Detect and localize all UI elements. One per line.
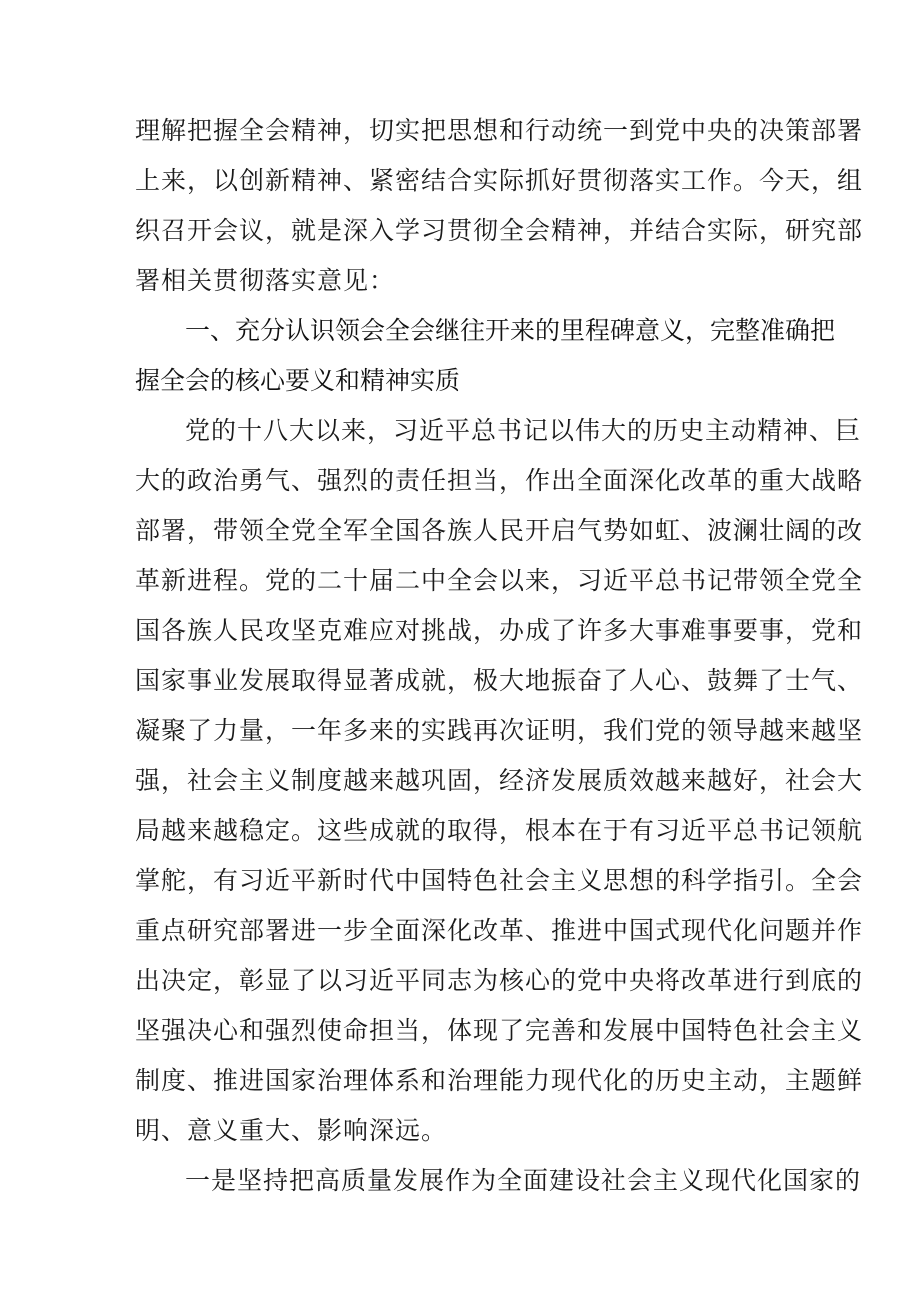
text-line: 革新进程。党的二十届二中全会以来，习近平总书记带领全党全 bbox=[135, 566, 864, 595]
text-line: 织召开会议，就是深入学习贯彻全会精神，并结合实际，研究部 bbox=[135, 216, 864, 245]
text-line: 掌舵，有习近平新时代中国特色社会主义思想的科学指引。全会 bbox=[135, 866, 864, 895]
text-line: 重点研究部署进一步全面深化改革、推进中国式现代化问题并作 bbox=[135, 916, 864, 945]
text-line: 坚强决心和强烈使命担当，体现了完善和发展中国特色社会主义 bbox=[135, 1016, 864, 1045]
text-line: 国各族人民攻坚克难应对挑战，办成了许多大事难事要事，党和 bbox=[135, 616, 864, 645]
text-line: 党的十八大以来，习近平总书记以伟大的历史主动精神、巨 bbox=[185, 416, 862, 445]
section-heading-line: 一、充分认识领会全会继往开来的里程碑意义，完整准确把 bbox=[185, 316, 836, 345]
text-line: 明、意义重大、影响深远。 bbox=[135, 1116, 448, 1145]
text-line: 出决定，彰显了以习近平同志为核心的党中央将改革进行到底的 bbox=[135, 966, 864, 995]
text-line: 一是坚持把高质量发展作为全面建设社会主义现代化国家的 bbox=[185, 1166, 862, 1195]
text-line: 大的政治勇气、强烈的责任担当，作出全面深化改革的重大战略 bbox=[135, 466, 864, 495]
text-line: 局越来越稳定。这些成就的取得，根本在于有习近平总书记领航 bbox=[135, 816, 864, 845]
text-line: 署相关贯彻落实意见： bbox=[135, 266, 396, 295]
text-line: 制度、推进国家治理体系和治理能力现代化的历史主动，主题鲜 bbox=[135, 1066, 864, 1095]
text-line: 部署，带领全党全军全国各族人民开启气势如虹、波澜壮阔的改 bbox=[135, 516, 864, 545]
text-line: 凝聚了力量，一年多来的实践再次证明，我们党的领导越来越坚 bbox=[135, 716, 864, 745]
text-line: 理解把握全会精神，切实把思想和行动统一到党中央的决策部署 bbox=[135, 116, 864, 145]
text-line: 国家事业发展取得显著成就，极大地振奋了人心、鼓舞了士气、 bbox=[135, 666, 864, 695]
section-heading-line: 握全会的核心要义和精神实质 bbox=[135, 366, 461, 395]
text-line: 上来，以创新精神、紧密结合实际抓好贯彻落实工作。今天，组 bbox=[135, 166, 864, 195]
text-line: 强，社会主义制度越来越巩固，经济发展质效越来越好，社会大 bbox=[135, 766, 864, 795]
